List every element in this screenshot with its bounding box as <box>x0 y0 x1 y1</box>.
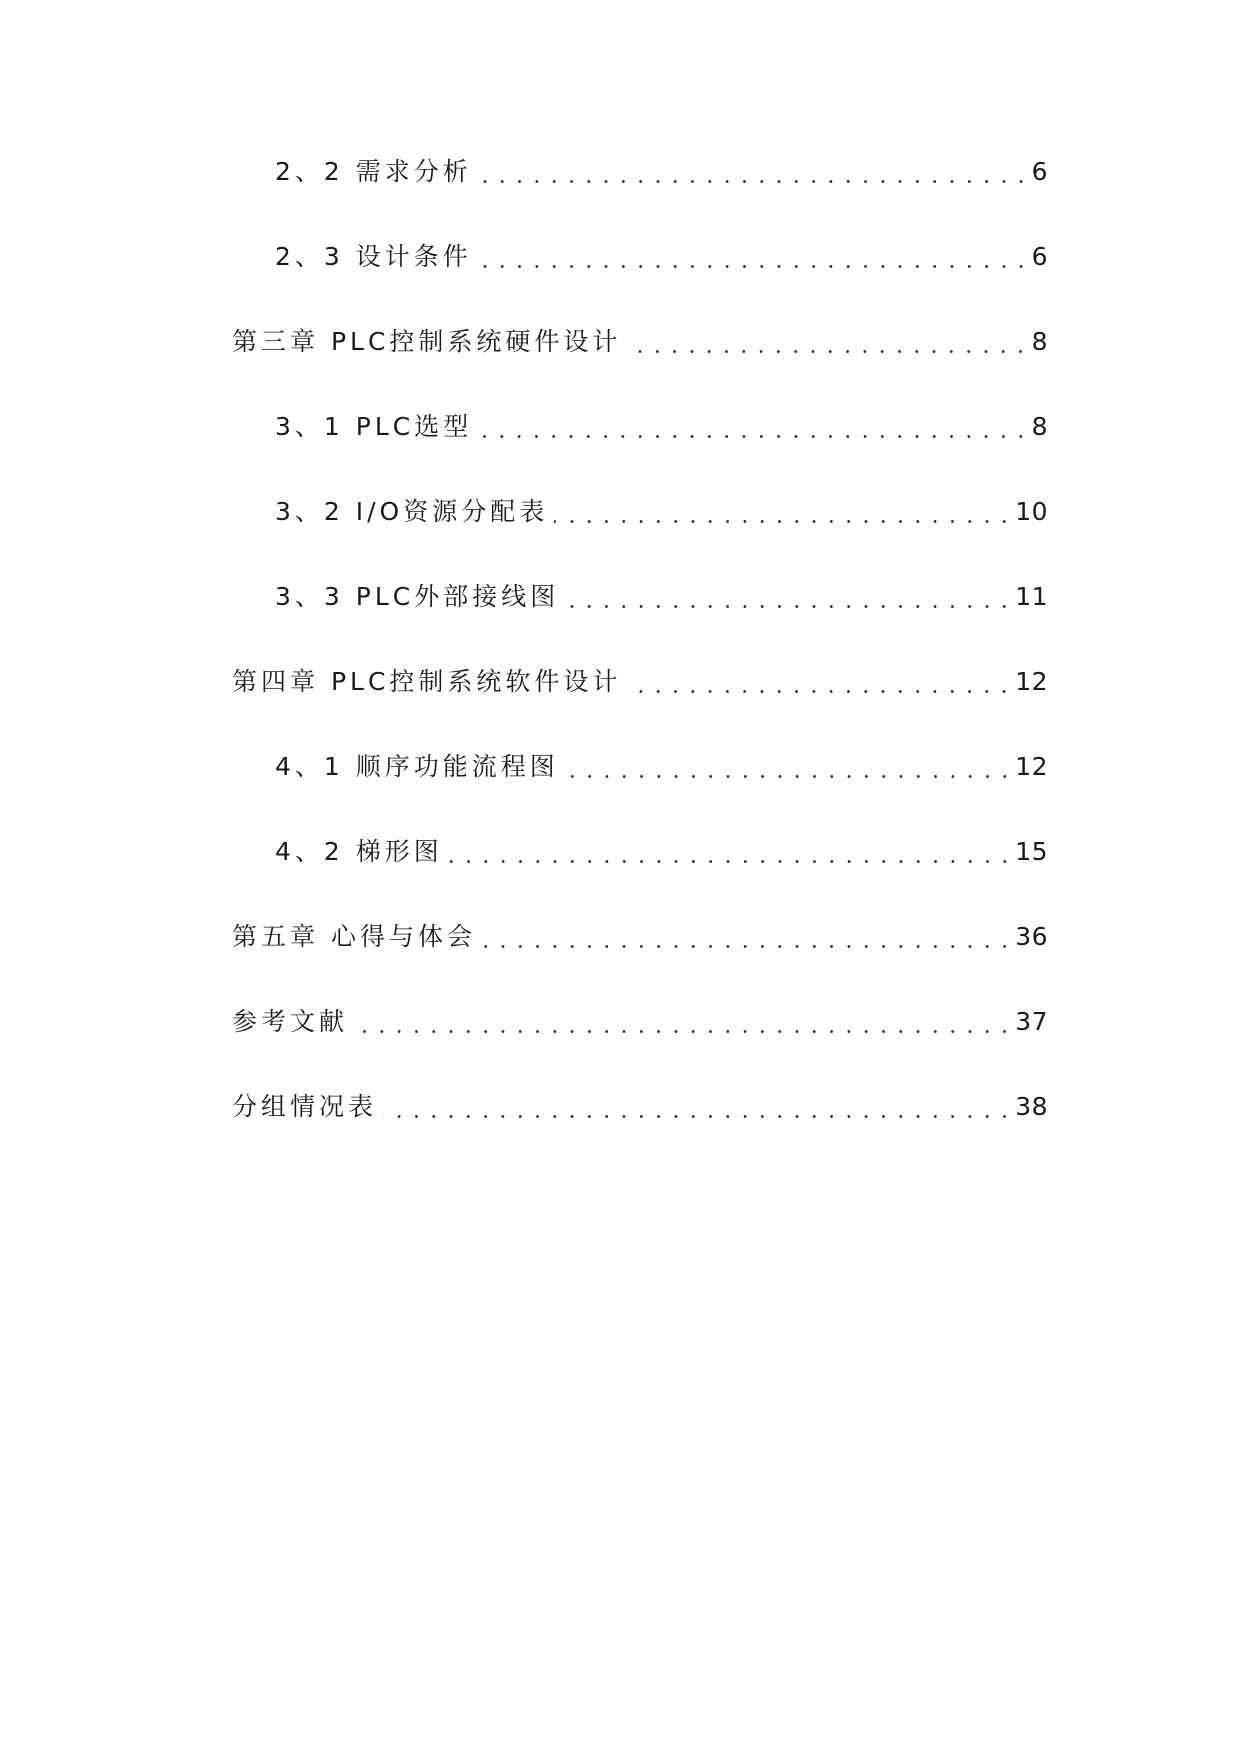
toc-entry-page: 8 <box>1031 412 1048 441</box>
toc-entry-title: 参考文献 <box>232 1007 349 1036</box>
toc-entry-2-2[interactable] <box>275 148 1048 188</box>
toc-entry-page: 12 <box>1015 752 1048 781</box>
toc-entry-page: 11 <box>1015 582 1048 611</box>
toc-entry-title: 4、2 梯形图 <box>275 837 443 866</box>
dot-leader <box>554 520 1013 523</box>
dot-leader <box>478 265 1030 268</box>
toc-entry-page: 15 <box>1015 837 1048 866</box>
dot-leader <box>449 860 1013 863</box>
toc-entry-page: 36 <box>1015 922 1048 951</box>
dot-leader <box>478 180 1030 183</box>
toc-entry-title: 分组情况表 <box>232 1092 378 1121</box>
toc-entry-title: 2、2 需求分析 <box>275 157 472 186</box>
dot-leader <box>627 690 1013 693</box>
toc-entry-4-1[interactable] <box>275 743 1048 783</box>
dot-leader <box>627 350 1029 353</box>
toc-entry-chapter-4[interactable] <box>232 658 1048 698</box>
toc-entry-page: 12 <box>1015 667 1048 696</box>
toc-entry-title: 第四章 PLC控制系统软件设计 <box>232 667 622 696</box>
toc-entry-3-2[interactable] <box>275 488 1048 528</box>
toc-entry-title: 3、1 PLC选型 <box>275 412 473 441</box>
toc-entry-title: 第五章 心得与体会 <box>232 922 476 951</box>
toc-entry-title: 2、3 设计条件 <box>275 242 472 271</box>
toc-entry-page: 6 <box>1031 242 1048 271</box>
dot-leader <box>565 605 1013 608</box>
toc-entry-chapter-3[interactable] <box>232 318 1048 358</box>
toc-entry-references[interactable] <box>232 998 1048 1038</box>
dot-leader <box>482 945 1013 948</box>
dot-leader <box>383 1115 1013 1118</box>
dot-leader <box>478 435 1029 438</box>
toc-entry-page: 38 <box>1015 1092 1048 1121</box>
toc-entry-page: 37 <box>1015 1007 1048 1036</box>
dot-leader <box>565 775 1013 778</box>
toc-entry-2-3[interactable] <box>275 233 1048 273</box>
toc-entry-group-table[interactable] <box>232 1083 1048 1123</box>
dot-leader <box>354 1030 1013 1033</box>
toc-entry-page: 10 <box>1015 497 1048 526</box>
toc-entry-title: 3、2 I/O资源分配表 <box>275 497 549 526</box>
toc-entry-4-2[interactable] <box>275 828 1048 868</box>
toc-entry-3-1[interactable] <box>275 403 1048 443</box>
toc-entry-title: 第三章 PLC控制系统硬件设计 <box>232 327 622 356</box>
toc-entry-title: 4、1 顺序功能流程图 <box>275 752 559 781</box>
toc-entry-chapter-5[interactable] <box>232 913 1048 953</box>
toc-entry-3-3[interactable] <box>275 573 1048 613</box>
toc-entry-title: 3、3 PLC外部接线图 <box>275 582 560 611</box>
toc-entry-page: 6 <box>1031 157 1048 186</box>
toc-entry-page: 8 <box>1031 327 1048 356</box>
